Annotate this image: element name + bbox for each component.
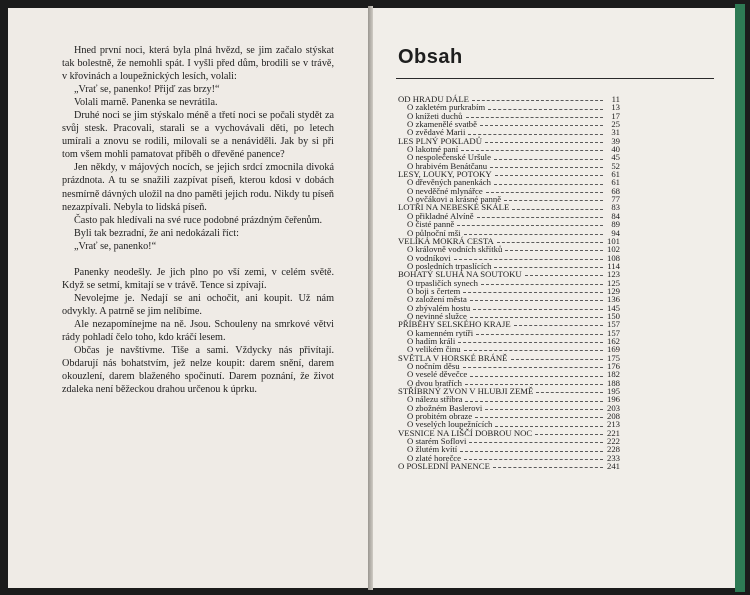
toc-title: O veselé děvečce [407, 369, 468, 380]
toc-page-number: 129 [606, 285, 620, 296]
paragraph: Často pak hledívali na své ruce podobné prázdným čeřenům. [74, 214, 323, 226]
toc-title: O zakletém purkrabím [407, 102, 486, 113]
toc-title: O starém Soflovi [407, 436, 467, 447]
toc-leader-dots [497, 241, 603, 243]
toc-page-number: 108 [606, 252, 620, 263]
toc-leader-dots [485, 408, 603, 410]
toc-page-number: 61 [611, 177, 620, 188]
toc-title: LES PLNÝ POKLADŮ [398, 135, 482, 146]
toc-page-number: 114 [607, 260, 620, 271]
toc-leader-dots [473, 308, 603, 310]
paragraph: Byli tak bezradní, že ani nedokázali říct: [74, 227, 239, 239]
toc-title: O veselých loupežnících [407, 419, 493, 430]
toc-page-number: 136 [606, 294, 620, 305]
toc-title: PŘÍBĚHY SELSKÉHO KRAJE [398, 319, 511, 330]
toc-page-number: 169 [606, 344, 620, 355]
toc-page-number: 196 [606, 394, 620, 405]
toc-page-number: 77 [611, 194, 620, 205]
toc-leader-dots [454, 258, 603, 260]
toc-page-number: 94 [611, 227, 620, 238]
toc-title: O přikladné Alvíně [407, 210, 474, 221]
paragraph: Ale nezapomínejme na ně. Jsou. Schouleny na smrkové větvi rády pohladí čelo toho, kdo kráčí lesem. [62, 318, 334, 343]
toc-leader-dots [485, 141, 603, 143]
toc-title: O kamenném rytíři [407, 327, 474, 338]
toc-page-number: 195 [606, 386, 620, 397]
contents-heading: Obsah [398, 46, 463, 68]
toc-page-number: 11 [611, 94, 620, 104]
toc-page-number: 52 [611, 160, 620, 171]
toc-leader-dots [512, 208, 603, 210]
toc-leader-dots [458, 341, 603, 343]
table-of-contents [398, 95, 620, 470]
toc-page-number: 125 [606, 277, 620, 288]
toc-title: O nespolečenské Uršule [407, 152, 491, 163]
toc-page-number: 101 [606, 235, 620, 246]
heading-rule [396, 78, 714, 79]
toc-leader-dots [465, 400, 603, 402]
toc-page-number: 233 [606, 452, 620, 463]
toc-title: O založení města [407, 294, 467, 305]
toc-title: O žlutém kvítí [407, 444, 458, 455]
toc-title: O hadím králi [407, 335, 456, 346]
toc-title: LESY, LOUKY, POTOKY [398, 169, 492, 180]
toc-leader-dots [494, 266, 603, 268]
toc-title: O velikém činu [407, 344, 461, 355]
toc-leader-dots [466, 116, 604, 118]
toc-leader-dots [477, 216, 603, 218]
toc-title: O ovčákovi a krásné panně [407, 194, 502, 205]
toc-leader-dots [536, 391, 603, 393]
toc-title: O zbožném Baslerovi [407, 402, 483, 413]
toc-title: O POSLEDNÍ PANENCE [398, 461, 490, 472]
toc-page-number: 222 [606, 436, 620, 447]
paragraph: Druhé noci se jim stýskalo méně a třetí noci se počali stydět za svůj stesk. Pracovali, starali se a vychovávali děti, po letech umírali a znovu se rodili, milovali se a nenáviděli. Jak by si při tom všem mohli pamatovat příběh o dřevěné panence? [62, 110, 334, 161]
toc-leader-dots [460, 450, 603, 452]
paragraph: Jen někdy, v májových nocích, se jejich srdcí zmocnila divoká prázdnota. A tu se snažili zazpívat píseň, kterou kdosi v dobách nesmírně dávných uložil na dno paměti jejich rodu. Nikdy tu píseň nezazpívali. Nebyla to lidská píseň. [62, 162, 334, 213]
story-text [62, 44, 334, 396]
toc-leader-dots [525, 274, 603, 276]
toc-leader-dots [464, 233, 603, 235]
toc-page-number: 102 [606, 244, 620, 255]
toc-page-number: 157 [606, 319, 620, 330]
toc-title: O dřevěných panenkách [407, 177, 491, 188]
toc-leader-dots [472, 99, 603, 101]
toc-leader-dots [493, 466, 603, 468]
toc-leader-dots [495, 174, 603, 176]
toc-leader-dots [464, 458, 603, 460]
toc-leader-dots [470, 375, 603, 377]
toc-section-row [398, 462, 620, 470]
toc-leader-dots [470, 316, 603, 318]
toc-title: O zlaté horečce [407, 452, 462, 463]
toc-page-number: 162 [606, 335, 620, 346]
toc-title: O nálezu stříbra [407, 394, 463, 405]
toc-page-number: 45 [611, 152, 620, 163]
toc-title: O knížeti duchů [407, 110, 463, 121]
toc-title: O probitém obraze [407, 411, 473, 422]
toc-title: O královně vodních skřítků [407, 244, 503, 255]
toc-title: VELIKÁ MOKRÁ CESTA [398, 235, 494, 246]
toc-page-number: 17 [611, 110, 620, 121]
toc-title: O hrabivém Benátčanu [407, 160, 488, 171]
green-cover-edge [735, 4, 745, 592]
toc-leader-dots [511, 358, 604, 360]
toc-leader-dots [480, 124, 603, 126]
toc-title: OD HRADU DÁLE [398, 94, 469, 104]
toc-page-number: 150 [606, 310, 620, 321]
toc-leader-dots [494, 183, 603, 185]
toc-title: STŘÍBRNÝ ZVON V HLUBJI ZEMĚ [398, 386, 534, 397]
toc-title: O trpasličích synech [407, 277, 478, 288]
toc-leader-dots [457, 224, 603, 226]
toc-title: O nevděčné mlynářce [407, 185, 483, 196]
toc-leader-dots [465, 383, 603, 385]
toc-leader-dots [464, 349, 603, 351]
toc-leader-dots [470, 299, 603, 301]
toc-leader-dots [488, 108, 603, 110]
toc-leader-dots [461, 149, 603, 151]
paragraph: Občas je navštívme. Tiše a sami. Vždycky nás přivítají. Obdarují nás bohatstvím, jež nelze koupit: darem snění, darem okouzlení, darem blaženého spočinutí. Darem poznání, že život zdaleka není běžeckou drahou určenou k úprku. [62, 345, 334, 396]
paragraph: Volali marně. Panenka se nevrátila. [74, 97, 218, 109]
toc-page-number: 188 [606, 377, 620, 388]
toc-title: BOHATÝ SLUHA NA SOUTOKU [398, 269, 522, 280]
toc-leader-dots [494, 158, 603, 160]
toc-title: LOTŘI NA NEBESKÉ SKÁLE [398, 202, 510, 213]
toc-title: O půlnoční mši [407, 227, 461, 238]
toc-page-number: 145 [606, 302, 620, 313]
toc-page-number: 68 [611, 185, 620, 196]
toc-title: O dvou bratřích [407, 377, 463, 388]
toc-leader-dots [469, 441, 603, 443]
toc-page-number: 203 [606, 402, 620, 413]
toc-leader-dots [535, 433, 603, 435]
toc-page-number: 89 [611, 219, 620, 230]
left-page [8, 8, 368, 588]
toc-leader-dots [514, 324, 603, 326]
paragraph: „Vrať se, panenko!“ [74, 240, 157, 252]
toc-page-number: 241 [606, 461, 620, 472]
toc-leader-dots [463, 291, 603, 293]
toc-page-number: 228 [606, 444, 620, 455]
toc-leader-dots [468, 133, 603, 135]
toc-title: O vodníkovi [407, 252, 451, 263]
toc-leader-dots [463, 366, 603, 368]
toc-leader-dots [481, 283, 603, 285]
toc-title: O nevinné služce [407, 310, 467, 321]
toc-title: O zvědavé Marii [407, 127, 466, 138]
toc-page-number: 84 [611, 210, 620, 221]
paragraph: Panenky neodešly. Je jich plno po vší zemi, v celém světě. Když se setmí, kmitají se v trávě. Tence si zpívají. [62, 266, 334, 291]
toc-leader-dots [475, 416, 603, 418]
toc-title: O zkamenělé svatbě [407, 119, 477, 130]
toc-page-number: 83 [611, 202, 620, 213]
toc-leader-dots [486, 191, 603, 193]
toc-title: O boji s čertem [407, 285, 461, 296]
toc-page-number: 208 [606, 411, 620, 422]
toc-page-number: 39 [611, 135, 620, 146]
toc-title: O čisté panně [407, 219, 455, 230]
toc-page-number: 176 [606, 361, 620, 371]
toc-page-number: 40 [611, 144, 620, 155]
toc-page-number: 157 [606, 327, 620, 338]
toc-leader-dots [490, 166, 603, 168]
toc-page-number: 175 [606, 352, 620, 363]
toc-page-number: 25 [611, 119, 620, 130]
paragraph: Hned první noci, která byla plná hvězd, se jim začalo stýskat tak bolestně, že nemohli spát. I vyšli před dům, brodili se v trávě, v křovinách a loupežnických lesích, volali: [62, 45, 334, 83]
toc-page-number: 13 [611, 102, 620, 113]
toc-leader-dots [505, 249, 603, 251]
paragraph: Nevolejme je. Nedají se ani ochočit, ani koupit. Už nám odvykly. A patrně se jim nelíbíme. [62, 292, 334, 317]
toc-title: O posledních trpaslících [407, 260, 492, 271]
toc-page-number: 61 [611, 169, 620, 180]
toc-title: SVĚTLA V HORSKÉ BRÁNĚ [398, 352, 508, 363]
toc-leader-dots [495, 425, 603, 427]
toc-title: O lakotné paní [407, 144, 459, 155]
toc-leader-dots [504, 199, 603, 201]
toc-title: O nočním děsu [407, 361, 460, 371]
toc-page-number: 221 [606, 427, 620, 438]
toc-page-number: 182 [606, 369, 620, 380]
toc-page-number: 213 [606, 419, 620, 430]
paragraph: „Vrať se, panenko! Přijď zas brzy!“ [74, 84, 220, 96]
toc-page-number: 31 [611, 127, 620, 138]
toc-page-number: 123 [606, 269, 620, 280]
toc-leader-dots [476, 333, 603, 335]
toc-title: O zbývalém hostu [407, 302, 471, 313]
toc-title: VESNICE NA LIŠČÍ DOBROU NOC [398, 427, 533, 438]
